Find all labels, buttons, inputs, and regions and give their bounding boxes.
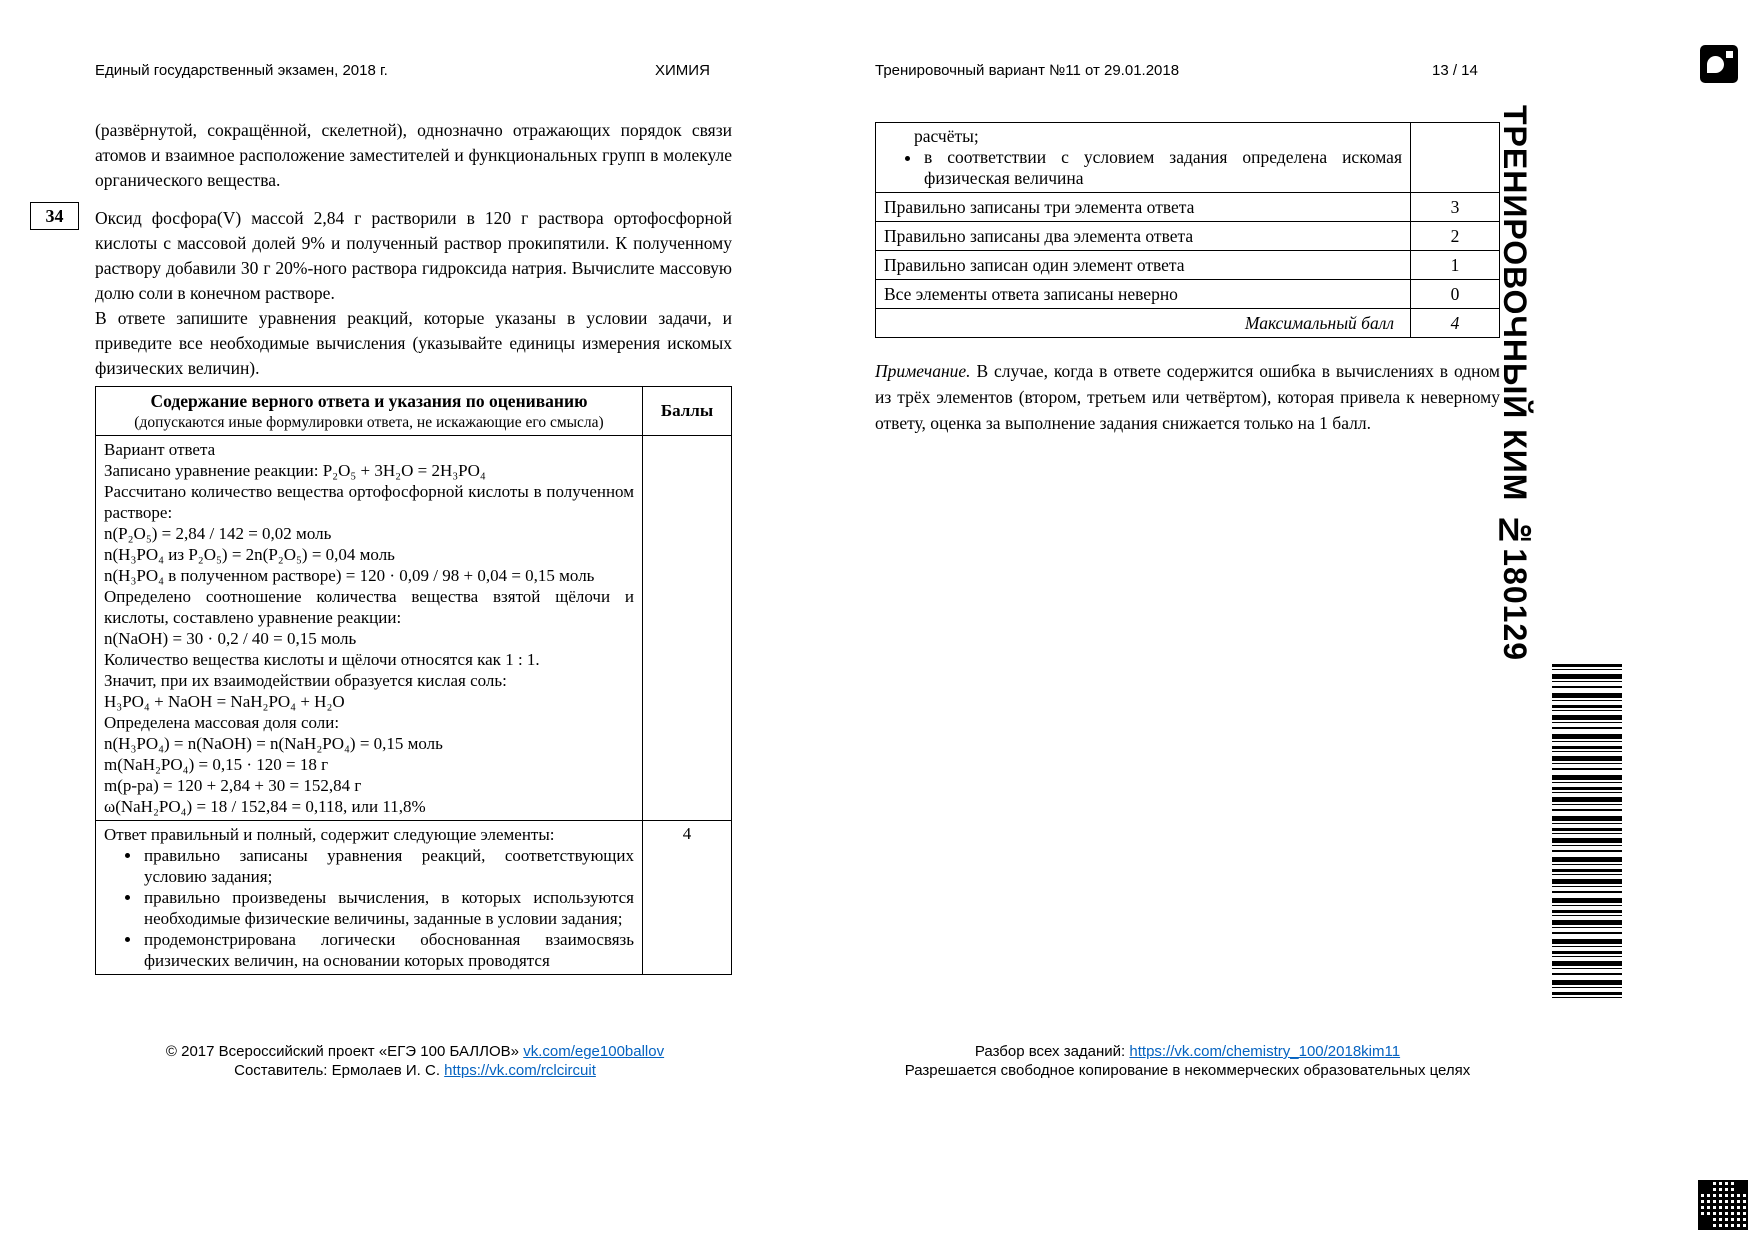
answer-line: m(NaH₂PO₄) = 0,15 · 120 = 18 г xyxy=(104,755,329,774)
criteria-continuation-list xyxy=(884,147,1402,189)
criteria-continuation-row xyxy=(876,123,1500,193)
footer-right xyxy=(875,1042,1500,1080)
task-text: Оксид фосфора(V) массой 2,84 г растворили в 120 г раствора ортофосфорной кислоты с массовой долей 9% и полученный раствор прокипятили. К полученному раствору добавили 30 г 20%-ного раствора гидроксида натрия. Вычислите массовую долю соли в конечном растворе. xyxy=(95,208,732,303)
header-variant: Тренировочный вариант №11 от 29.01.2018 xyxy=(875,62,1180,79)
page-number: 13 / 14 xyxy=(1432,62,1478,79)
answer-line: Рассчитано количество вещества ортофосфорной кислоты в полученном растворе: xyxy=(104,482,634,522)
max-score-value: 4 xyxy=(1411,309,1500,338)
footer-copyright: © 2017 Всероссийский проект «ЕГЭ 100 БАЛЛОВ» xyxy=(165,1043,524,1060)
score-row xyxy=(876,251,1500,280)
score-row-value: 3 xyxy=(1411,193,1500,222)
answer-line: Определена массовая доля соли: xyxy=(104,713,340,732)
answer-line: n(H₃PO₄) = n(NaOH) = n(NaH₂PO₄) = 0,15 моль xyxy=(104,734,443,753)
score-row xyxy=(876,193,1500,222)
criteria-row xyxy=(96,821,732,975)
score-row-value: 1 xyxy=(1411,251,1500,280)
answer-line: Значит, при их взаимодействии образуется кислая соль: xyxy=(104,671,507,690)
footer-ege100ballov-link[interactable]: vk.com/ege100ballov xyxy=(523,1043,665,1060)
score-row xyxy=(876,222,1500,251)
score-row-value: 0 xyxy=(1411,280,1500,309)
note-lead: Примечание. xyxy=(875,361,971,381)
footer-right-line1 xyxy=(875,1042,1500,1061)
criteria-continuation-score-cell xyxy=(1411,123,1500,193)
intro-paragraph: (развёрнутой, сокращённой, скелетной), однозначно отражающих порядок связи атомов и взаимное расположение заместителей и функциональных групп в молекуле органического вещества. xyxy=(95,120,732,190)
left-column xyxy=(95,118,732,975)
criteria-cell xyxy=(96,821,643,975)
qr-code xyxy=(1698,1180,1748,1230)
criteria-bullet: • продемонстрирована логически обоснованная взаимосвязь физических величин, на основании которых проводятся xyxy=(142,929,634,971)
criteria-continuation-cell xyxy=(876,123,1411,193)
task-34 xyxy=(95,206,732,381)
task-number-box: 34 xyxy=(30,202,79,230)
footer-author-link[interactable]: https://vk.com/rclcircuit xyxy=(444,1062,596,1079)
note-text: В случае, когда в ответе содержится ошибка в вычислениях в одном из трёх элементов (втором, третьем или четвёртом), которая привела к неверному ответу, оценка за выполнение задания снижается только на 1 балл. xyxy=(875,361,1500,433)
scoring-table-left xyxy=(95,386,732,975)
task-note: В ответе запишите уравнения реакций, которые указаны в условии задачи, и приведите все необходимые вычисления (указывайте единицы измерения искомых физических величин). xyxy=(95,308,732,378)
table-header-row xyxy=(96,387,732,436)
score-row-label: Все элементы ответа записаны неверно xyxy=(876,280,1411,309)
answer-line: n(H₃PO₄ из P₂O₅) = 2n(P₂O₅) = 0,04 моль xyxy=(104,545,395,564)
footer-left xyxy=(95,1042,735,1080)
footer-left-line2 xyxy=(95,1061,735,1080)
footer-solutions-label: Разбор всех заданий: xyxy=(974,1043,1130,1060)
answer-line: n(H₃PO₄ в полученном растворе) = 120 · 0,09 / 98 + 0,04 = 0,15 моль xyxy=(104,566,595,585)
answer-line: n(NaOH) = 30 · 0,2 / 40 = 0,15 моль xyxy=(104,629,357,648)
footer-license: Разрешается свободное копирование в некоммерческих образовательных целях xyxy=(904,1062,1471,1079)
right-column xyxy=(875,122,1500,436)
score-row xyxy=(876,280,1500,309)
answer-line: Вариант ответа xyxy=(104,440,216,459)
answer-line: Записано уравнение реакции: P₂O₅ + 3H₂O = 2H₃PO₄ xyxy=(104,461,486,480)
criteria-continuation-line: расчёты; xyxy=(914,126,979,146)
answer-line: Количество вещества кислоты и щёлочи относятся как 1 : 1. xyxy=(104,650,540,669)
score-row-label: Правильно записаны два элемента ответа xyxy=(876,222,1411,251)
table-header-subtitle: (допускаются иные формулировки ответа, не искажающие его смысла) xyxy=(134,414,604,431)
footer-left-line1 xyxy=(95,1042,735,1061)
footer-author: Составитель: Ермолаев И. С. xyxy=(234,1062,445,1079)
table-header-title: Содержание верного ответа и указания по оцениванию xyxy=(150,391,588,411)
table-header-content-cell xyxy=(96,387,643,436)
header-exam-title: Единый государственный экзамен, 2018 г. xyxy=(95,62,388,79)
criteria-bullet: • в соответствии с условием задания определена искомая физическая величина xyxy=(922,147,1402,189)
criteria-bullet: • правильно произведены вычисления, в которых используются необходимые физические величины, заданные в условии задания; xyxy=(142,887,634,929)
header-subject: ХИМИЯ xyxy=(655,62,710,79)
answer-score-cell xyxy=(643,436,732,821)
max-score-label: Максимальный балл xyxy=(876,309,1411,338)
kim-vertical-label: ТРЕНИРОВОЧНЫЙ КИМ №180129 xyxy=(1497,105,1533,662)
score-row-label: Правильно записаны три элемента ответа xyxy=(876,193,1411,222)
answer-line: Определено соотношение количества вещества взятой щёлочи и кислоты, составлено уравнение реакции: xyxy=(104,587,634,627)
criteria-score-cell: 4 xyxy=(643,821,732,975)
barcode xyxy=(1552,664,1622,1002)
criteria-list xyxy=(104,845,634,971)
answer-line: m(р-ра) = 120 + 2,84 + 30 = 152,84 г xyxy=(104,776,362,795)
max-score-row xyxy=(876,309,1500,338)
table-header-score-cell: Баллы xyxy=(643,387,732,436)
note-paragraph xyxy=(875,358,1500,436)
answer-line: n(P₂O₅) = 2,84 / 142 = 0,02 моль xyxy=(104,524,332,543)
answer-row xyxy=(96,436,732,821)
score-row-label: Правильно записан один элемент ответа xyxy=(876,251,1411,280)
criteria-intro: Ответ правильный и полный, содержит следующие элементы: xyxy=(104,825,555,844)
criteria-bullet: • правильно записаны уравнения реакций, соответствующих условию задания; xyxy=(142,845,634,887)
footer-solutions-link[interactable]: https://vk.com/chemistry_100/2018kim11 xyxy=(1129,1043,1401,1060)
score-row-value: 2 xyxy=(1411,222,1500,251)
scoring-table-right xyxy=(875,122,1500,338)
answer-line: H₃PO₄ + NaOH = NaH₂PO₄ + H₂O xyxy=(104,692,345,711)
ege100ballov-logo-icon xyxy=(1700,45,1738,83)
answer-line: ω(NaH₂PO₄) = 18 / 152,84 = 0,118, или 11,8% xyxy=(104,797,426,816)
answer-cell xyxy=(96,436,643,821)
